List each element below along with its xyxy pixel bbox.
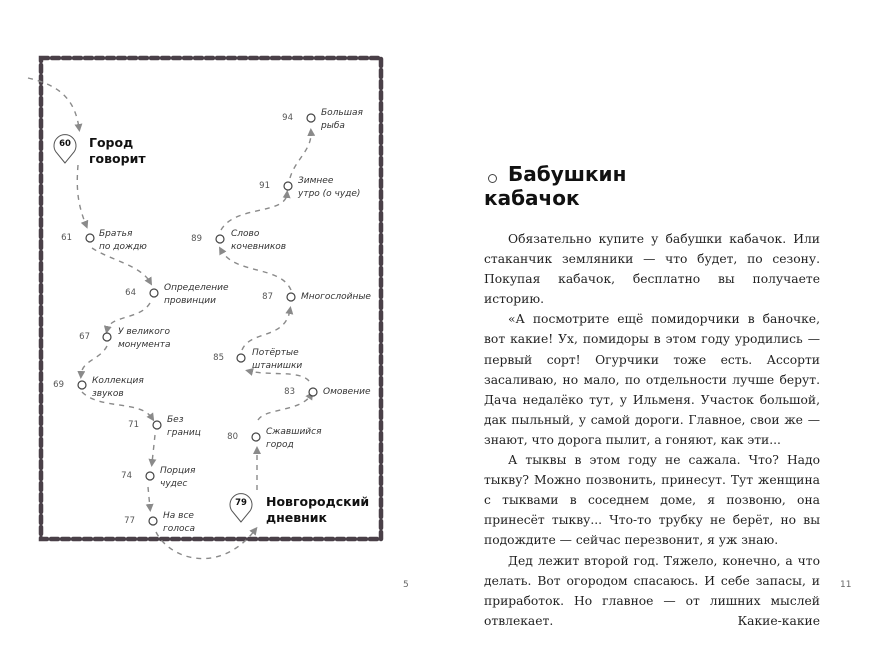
chapter-title-line1: Бабушкин xyxy=(508,162,627,186)
stop-label xyxy=(99,228,147,253)
stop-label-line2: рыба xyxy=(321,120,345,131)
chapter-body xyxy=(484,229,820,631)
stop-page-number: 94 xyxy=(282,113,293,123)
route-83-85 xyxy=(249,371,309,381)
stop-label xyxy=(321,107,363,132)
stop-label-line2: город xyxy=(266,439,294,450)
stop-label-line1: Братья xyxy=(99,229,133,239)
stop-label-line1: Сжавшийся xyxy=(266,427,322,437)
stop-page-number: 71 xyxy=(128,420,139,430)
stop-label-line1: На все xyxy=(163,511,194,521)
stop-label xyxy=(118,326,170,351)
stop-circle xyxy=(287,293,295,301)
paragraph: А тыквы в этом году не сажала. Что? Надо тыкву? Можно позвонить, принесут. Тут женщина с тыквами в соседнем доме, я позвоню, она принесёт тыкву... Что-то трубку не берёт, но вы подождите — сейчас перезвонит, я уж знаю. xyxy=(484,453,820,548)
route-61-64 xyxy=(92,248,150,282)
stop-circle xyxy=(153,421,161,429)
end-marker-title xyxy=(266,494,369,526)
stop-label xyxy=(323,386,371,399)
stop-page-number: 80 xyxy=(227,432,238,442)
route-60-61 xyxy=(77,165,86,225)
stop-label-line2: голоса xyxy=(163,523,195,534)
stop-label-line2: по дождю xyxy=(99,241,147,252)
stop-label xyxy=(298,175,360,200)
stop-label xyxy=(167,414,201,439)
stop-label-line2: звуков xyxy=(92,388,124,399)
route-80-83 xyxy=(258,395,311,420)
stop-circle xyxy=(284,182,292,190)
stop-page-number: 61 xyxy=(61,233,72,243)
stop-page-number: 87 xyxy=(262,292,273,302)
right-page-number: 11 xyxy=(840,580,852,590)
stop-label-line2: чудес xyxy=(160,478,188,489)
stop-label xyxy=(92,375,144,400)
stop-label-line2: монумента xyxy=(118,339,171,350)
stop-label-line2: провинции xyxy=(164,295,216,306)
stop-circle xyxy=(307,114,315,122)
stop-label-line2: кочевников xyxy=(231,241,287,252)
route-87-89 xyxy=(221,250,291,290)
start-marker-title-line2: говорит xyxy=(89,151,146,166)
stop-label-line1: Зимнее xyxy=(298,176,334,186)
end-marker-number: 79 xyxy=(235,498,247,508)
route-71-74 xyxy=(152,435,155,463)
stop-circle xyxy=(103,333,111,341)
stop-label-line1: Определение xyxy=(164,283,229,293)
stop-label-line1: Большая xyxy=(321,108,363,118)
stop-label xyxy=(301,291,371,304)
chapter-title-line2: кабачок xyxy=(484,186,580,210)
start-marker-title-line1: Город xyxy=(89,135,134,150)
stop-circle xyxy=(78,381,86,389)
stop-label-line1: Многослойные xyxy=(301,292,371,302)
stop-label xyxy=(164,282,229,307)
stop-page-number: 91 xyxy=(259,181,270,191)
stop-label xyxy=(266,426,322,451)
stop-circle xyxy=(86,234,94,242)
end-marker-title-line2: дневник xyxy=(266,510,327,525)
stop-page-number: 74 xyxy=(121,471,132,481)
stop-label-line1: У великого xyxy=(118,327,170,337)
stop-page-number: 85 xyxy=(213,353,224,363)
stop-page-number: 64 xyxy=(125,288,136,298)
stop-circle xyxy=(146,472,154,480)
stop-label xyxy=(231,228,286,253)
left-page-number: 5 xyxy=(403,580,409,590)
stop-circle xyxy=(309,388,317,396)
chapter-title xyxy=(484,162,784,210)
stop-page-number: 77 xyxy=(124,516,135,526)
paragraph: «А посмотрите ещё помидорчики в баночке, вот какие! Ух, помидоры в этом году уродились — первый сорт! Огурчики тоже есть. Ассорти засаливаю, но мало, по отдельности лучше берут. Дача недалёко тут, у Ильменя. Участок большой, дак пыльный, у самой дороги. Главное, свои же — знают, что дорога пылит, а гоняют, как эти... xyxy=(484,312,820,447)
stop-label xyxy=(163,510,195,535)
route-entry xyxy=(28,78,79,128)
route-85-87 xyxy=(242,310,290,350)
end-marker-title-line1: Новгородский xyxy=(266,494,370,509)
stop-label-line1: Порция xyxy=(160,466,196,476)
stop-circle xyxy=(252,433,260,441)
stop-label-line2: штанишки xyxy=(252,360,303,371)
stop-circle xyxy=(237,354,245,362)
stop-label-line1: Слово xyxy=(231,229,260,239)
stop-label xyxy=(252,347,302,372)
route-67-69 xyxy=(81,346,107,375)
stop-label-line1: Потёртые xyxy=(252,348,299,358)
stop-label xyxy=(160,465,195,490)
stop-page-number: 69 xyxy=(53,380,64,390)
paragraph: Обязательно купите у бабушки кабачок. Или стаканчик земляники — что будет, по сезону. Покупая кабачок, бесплатно вы получаете историю. xyxy=(484,232,820,307)
stop-circle xyxy=(216,235,224,243)
start-marker-title xyxy=(89,135,146,167)
paragraph: Дед лежит второй год. Тяжело, конечно, а что делать. Вот огородом спасаюсь. И себе запасы, и приработок. Но главное — от лишних мыслей отвлекает. Какие-какие xyxy=(484,553,820,628)
stop-label-line1: Омовение xyxy=(323,387,371,397)
stop-page-number: 83 xyxy=(284,387,295,397)
stop-circle xyxy=(149,517,157,525)
stop-label-line1: Без xyxy=(167,415,184,425)
route-74-77 xyxy=(148,487,150,508)
stop-label-line1: Коллекция xyxy=(92,376,144,386)
start-marker-number: 60 xyxy=(59,139,71,149)
stop-label-line2: утро (о чуде) xyxy=(298,188,361,199)
stop-page-number: 67 xyxy=(79,332,90,342)
stop-circle xyxy=(150,289,158,297)
route-89-91 xyxy=(221,194,287,230)
stop-page-number: 89 xyxy=(191,234,202,244)
route-91-94 xyxy=(290,132,311,178)
stop-label-line2: границ xyxy=(167,427,201,438)
